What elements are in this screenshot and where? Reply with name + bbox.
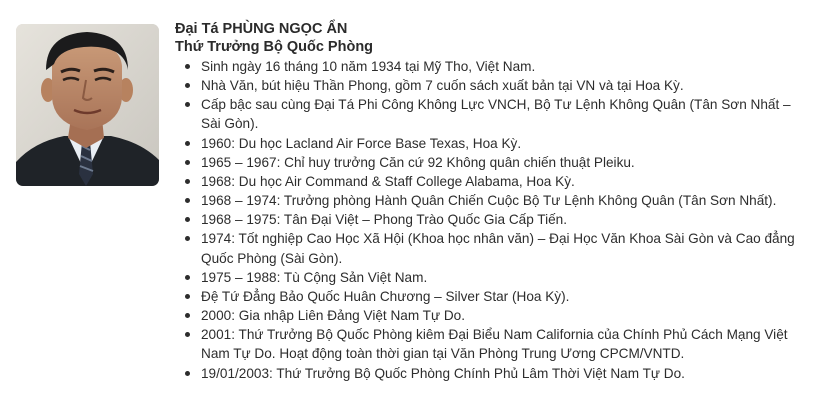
bio-item: 1974: Tốt nghiệp Cao Học Xã Hội (Khoa học nhân văn) – Đại Học Văn Khoa Sài Gòn và Cao đẳng Quốc Phòng (Sài Gòn).: [201, 229, 805, 267]
portrait-photo: [16, 24, 159, 186]
bio-item: 1960: Du học Lacland Air Force Base Texas, Hoa Kỳ.: [201, 134, 805, 153]
bio-item: Cấp bậc sau cùng Đại Tá Phi Công Không Lực VNCH, Bộ Tư Lệnh Không Quân (Tân Sơn Nhất – Sài Gòn).: [201, 95, 805, 133]
bio-item: 2001: Thứ Trưởng Bộ Quốc Phòng kiêm Đại Biểu Nam California của Chính Phủ Cách Mạng Việt Nam Tự Do. Hoạt động toàn thời gian tại Văn Phòng Trung Ương CPCM/VNTD.: [201, 325, 805, 363]
bio-item: 1975 – 1988: Tù Cộng Sản Việt Nam.: [201, 268, 805, 287]
person-name: Đại Tá PHÙNG NGỌC ẨN: [175, 21, 348, 37]
bio-item: 1965 – 1967: Chỉ huy trưởng Căn cứ 92 Không quân chiến thuật Pleiku.: [201, 153, 805, 172]
bio-item: 19/01/2003: Thứ Trưởng Bộ Quốc Phòng Chính Phủ Lâm Thời Việt Nam Tự Do.: [201, 364, 805, 383]
person-title: Thứ Trưởng Bộ Quốc Phòng: [175, 39, 374, 55]
bio-item: 1968 – 1974: Trưởng phòng Hành Quân Chiến Cuộc Bộ Tư Lệnh Không Quân (Tân Sơn Nhất).: [201, 191, 805, 210]
bio-item: Sinh ngày 16 tháng 10 năm 1934 tại Mỹ Tho, Việt Nam.: [201, 57, 805, 76]
bio-item: 2000: Gia nhập Liên Đảng Việt Nam Tự Do.: [201, 306, 805, 325]
portrait-image: [16, 24, 159, 186]
bio-item: 1968 – 1975: Tân Đại Việt – Phong Trào Quốc Gia Cấp Tiến.: [201, 210, 805, 229]
bio-item: 1968: Du học Air Command & Staff College Alabama, Hoa Kỳ.: [201, 172, 805, 191]
profile-text: [175, 20, 805, 383]
bio-list: [175, 57, 805, 383]
bio-item: Nhà Văn, bút hiệu Thần Phong, gồm 7 cuốn sách xuất bản tại VN và tại Hoa Kỳ.: [201, 76, 805, 95]
bio-item: Đệ Tứ Đẳng Bảo Quốc Huân Chương – Silver Star (Hoa Kỳ).: [201, 287, 805, 306]
